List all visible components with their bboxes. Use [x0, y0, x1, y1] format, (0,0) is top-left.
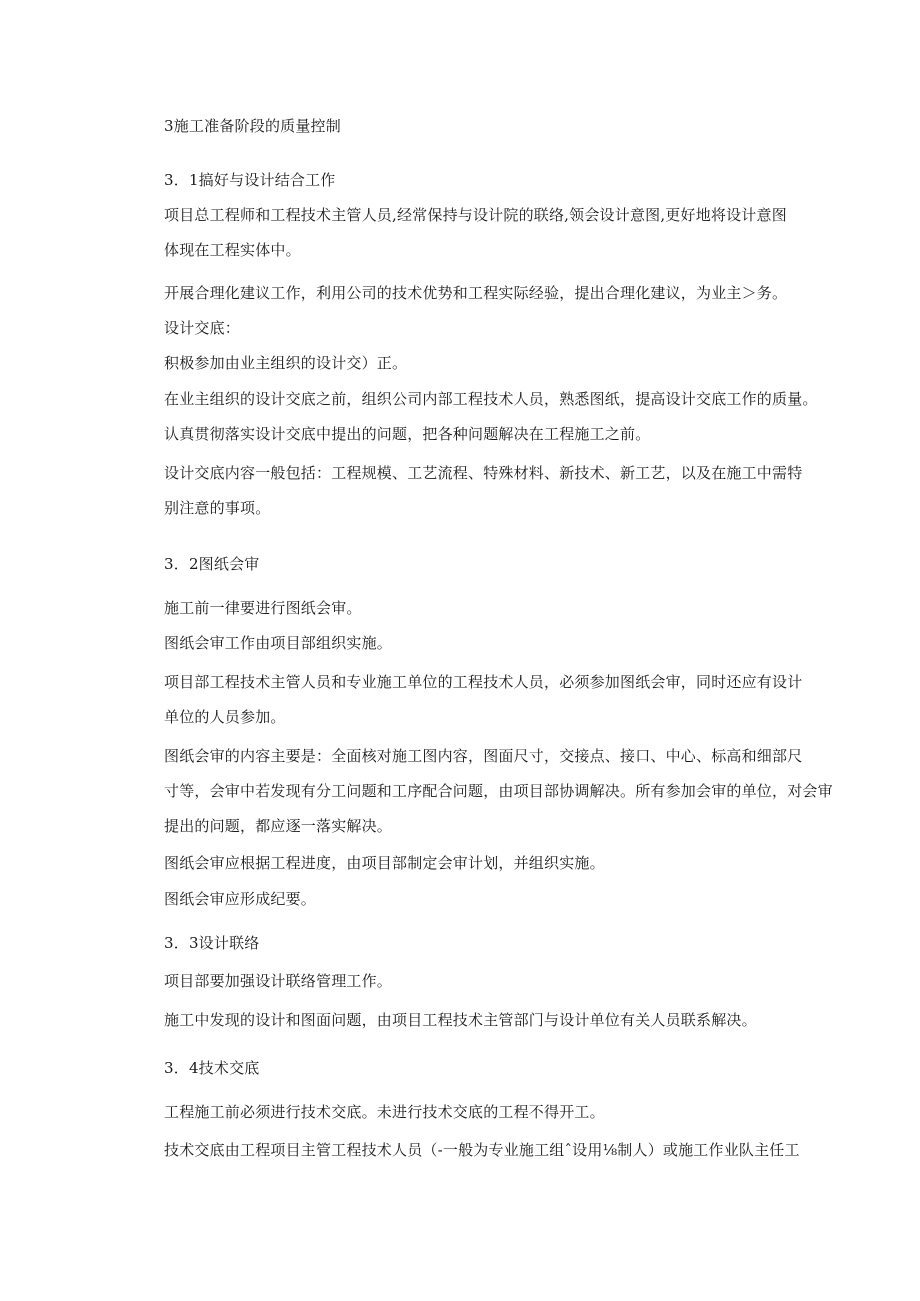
paragraph-line: 设计交底内容一般包括：工程规模、工艺流程、特殊材料、新技术、新工艺，以及在施工中需特 — [164, 464, 803, 482]
paragraph-line: 认真贯彻落实设计交底中提出的问题，把各种问题解决在工程施工之前。 — [164, 425, 651, 443]
paragraph-line: 设计交底： — [164, 319, 241, 337]
paragraph-line: 施工前一律要进行图纸会审。 — [164, 599, 362, 617]
subsection-heading-3-2: 3．2图纸会审 — [164, 555, 260, 573]
paragraph-line: 单位的人员参加。 — [164, 708, 286, 726]
section-heading-3: 3施工准备阶段的质量控制 — [164, 117, 341, 135]
subsection-heading-3-4: 3．4技术交底 — [164, 1059, 260, 1077]
paragraph-line: 工程施工前必须进行技术交底。未进行技术交底的工程不得开工。 — [164, 1103, 605, 1121]
subsection-heading-3-3: 3．3设计联络 — [164, 934, 260, 952]
subsection-heading-3-1: 3．1搞好与设计结合工作 — [164, 171, 336, 189]
paragraph-line: 图纸会审应根据工程进度，由项目部制定会审计划，并组织实施。 — [164, 854, 605, 872]
paragraph-line: 图纸会审应形成纪要。 — [164, 890, 317, 908]
paragraph-line: 项目部要加强设计联络管理工作。 — [164, 972, 393, 990]
paragraph-line: 开展合理化建议工作，利用公司的技术优势和工程实际经验，提出合理化建议，为业主＞务。 — [164, 284, 788, 302]
paragraph-line: 别注意的事项。 — [164, 499, 271, 517]
paragraph-line: 项目总工程师和工程技术主管人员,经常保持与设计院的联络,领会设计意图,更好地将设计意图 — [164, 206, 787, 224]
paragraph-line: 体现在工程实体中。 — [164, 241, 301, 259]
paragraph-line: 图纸会审工作由项目部组织实施。 — [164, 634, 393, 652]
paragraph-line: 提出的问题，都应逐一落实解决。 — [164, 817, 393, 835]
paragraph-line: 施工中发现的设计和图面问题，由项目工程技术主管部门与设计单位有关人员联系解决。 — [164, 1011, 757, 1029]
paragraph-line: 在业主组织的设计交底之前，组织公司内部工程技术人员，熟悉图纸，提高设计交底工作的质量。 — [164, 390, 818, 408]
paragraph-line: 图纸会审的内容主要是：全面核对施工图内容，图面尺寸，交接点、接口、中心、标高和细部尺 — [164, 747, 803, 765]
paragraph-line: 寸等，会审中若发现有分工问题和工序配合问题，由项目部协调解决。所有参加会审的单位，对会审 — [164, 782, 833, 800]
paragraph-line: 项目部工程技术主管人员和专业施工单位的工程技术人员，必须参加图纸会审，同时还应有设计 — [164, 673, 803, 691]
paragraph-line: 技术交底由工程项目主管工程技术人员（-一般为专业施工组ˆ设用⅛制人）或施工作业队主任工 — [164, 1141, 800, 1159]
paragraph-line: 积极参加由业主组织的设计交）正。 — [164, 354, 408, 372]
